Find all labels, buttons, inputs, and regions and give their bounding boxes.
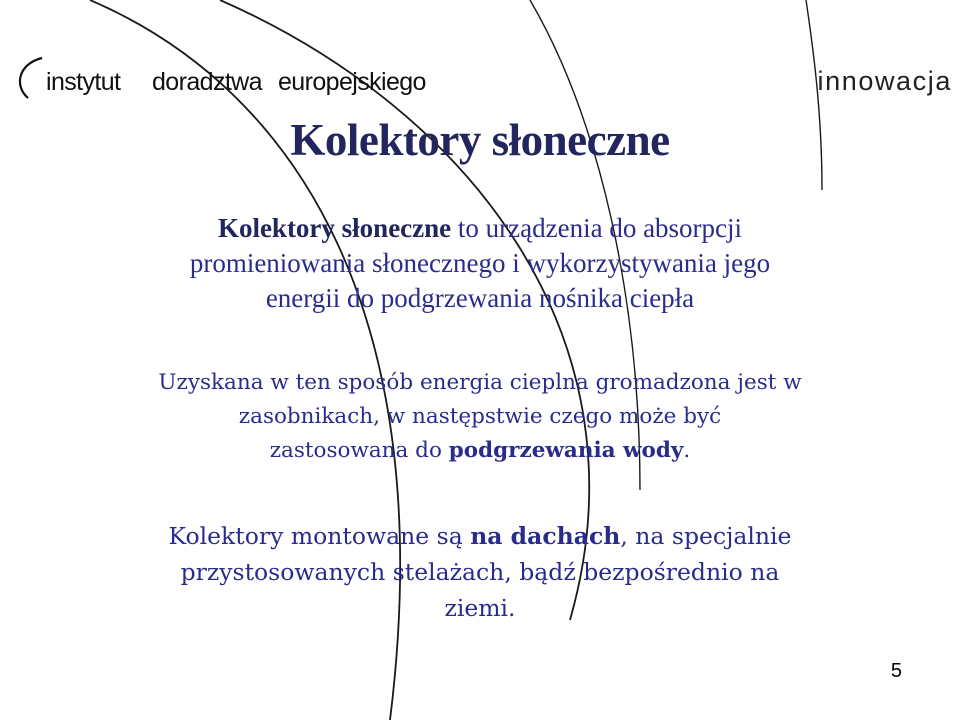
paragraph-definition-line-1 bbox=[50, 211, 910, 246]
paragraph-definition bbox=[50, 211, 910, 316]
term-highlight: Kolektory słoneczne bbox=[217, 213, 452, 243]
paragraph-storage-line-2: zasobnikach, w następstwie czego może być bbox=[238, 404, 722, 429]
paragraph-mounting-line-3: ziemi. bbox=[444, 594, 516, 622]
innowacja-logo-text: innowacja bbox=[817, 66, 952, 96]
paragraph-storage-line-1: Uzyskana w ten sposób energia cieplna gromadzona jest w bbox=[158, 370, 802, 395]
text-span: , na specjalnie bbox=[620, 522, 792, 550]
paragraph-storage bbox=[50, 366, 910, 468]
logo-word-instytut: instytut bbox=[46, 68, 121, 96]
text-span: to urządzenia do absorpcji bbox=[451, 213, 743, 243]
paragraph-storage-line-3 bbox=[50, 434, 910, 468]
text-span: zastosowana do bbox=[269, 438, 449, 463]
text-span: . bbox=[683, 438, 691, 463]
paragraph-mounting-line-2: przystosowanych stelażach, bądź bezpośrednio na bbox=[180, 558, 780, 586]
paragraph-mounting-line-1 bbox=[50, 518, 910, 554]
emphasis-na-dachach: na dachach bbox=[470, 522, 621, 550]
page-number: 5 bbox=[890, 660, 902, 682]
text-span: Kolektory montowane są bbox=[168, 522, 471, 550]
page-title: Kolektory słoneczne bbox=[290, 115, 670, 165]
emphasis-podgrzewania-wody: podgrzewania wody bbox=[448, 438, 684, 463]
logo-word-doradztwa: doradztwa bbox=[152, 68, 262, 96]
paragraph-definition-line-2: promieniowania słonecznego i wykorzystywania jego bbox=[189, 248, 771, 278]
paragraph-definition-line-3: energii do podgrzewania nośnika ciepła bbox=[265, 283, 695, 313]
logo-word-europejskiego: europejskiego bbox=[278, 68, 426, 96]
paragraph-mounting bbox=[50, 518, 910, 626]
logo-arc-icon bbox=[12, 56, 48, 100]
